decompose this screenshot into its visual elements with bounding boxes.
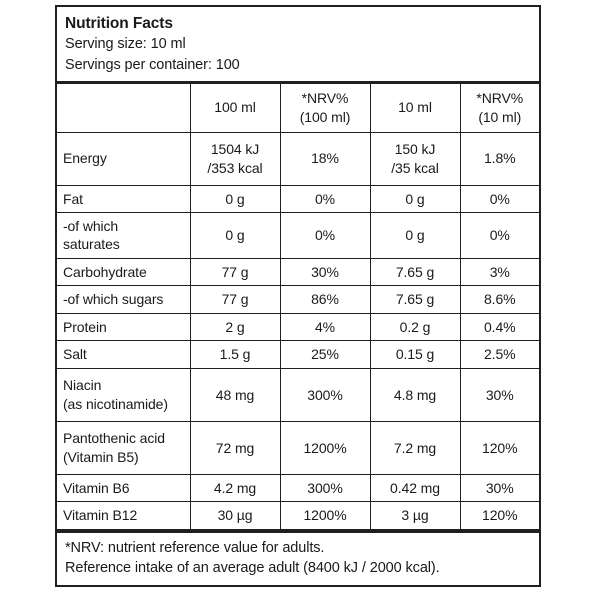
cell-energy-per-10ml [370, 132, 460, 185]
cell-saturates-per-100ml: 0 g [190, 213, 280, 259]
column-header-nrv-100ml-line2: (100 ml) [299, 108, 351, 125]
cell-protein-nrv-100ml: 4% [280, 313, 370, 340]
column-header-nutrient [57, 84, 190, 133]
cell-carbohydrate-nrv-10ml: 3% [460, 258, 539, 285]
cell-salt-per-10ml: 0.15 g [370, 341, 460, 368]
cell-energy-nrv-100ml: 18% [280, 132, 370, 185]
cell-sugars-per-10ml: 7.65 g [370, 286, 460, 313]
column-header-nrv-10ml [460, 84, 539, 133]
cell-carbohydrate-per-100ml: 77 g [190, 258, 280, 285]
cell-vitamin-b6-nrv-100ml: 300% [280, 474, 370, 501]
column-header-nrv-100ml [280, 84, 370, 133]
table-row [57, 341, 539, 368]
cell-fat-per-100ml: 0 g [190, 185, 280, 212]
cell-pantothenic-acid-nrv-100ml: 1200% [280, 421, 370, 474]
cell-vitamin-b12-per-10ml: 3 µg [370, 502, 460, 529]
cell-vitamin-b12-nrv-100ml: 1200% [280, 502, 370, 529]
row-label-niacin [57, 368, 190, 421]
cell-protein-per-100ml: 2 g [190, 313, 280, 340]
row-label-vitamin-b12: Vitamin B12 [57, 502, 190, 529]
cell-energy-per-100ml [190, 132, 280, 185]
row-label-saturates-line1: -of which [63, 218, 119, 234]
row-label-energy: Energy [57, 132, 190, 185]
table-header-row [57, 84, 539, 133]
column-header-per-100ml-line1: 100 ml [214, 99, 256, 116]
table-row [57, 213, 539, 259]
cell-fat-nrv-10ml: 0% [460, 185, 539, 212]
table-row [57, 421, 539, 474]
cell-pantothenic-acid-per-10ml: 7.2 mg [370, 421, 460, 474]
column-header-nrv-10ml-line2: (10 ml) [478, 108, 522, 125]
cell-protein-nrv-10ml: 0.4% [460, 313, 539, 340]
row-label-carbohydrate: Carbohydrate [57, 258, 190, 285]
cell-energy-nrv-10ml: 1.8% [460, 132, 539, 185]
cell-fat-per-10ml: 0 g [370, 185, 460, 212]
cell-energy-per-10ml-kj: 150 kJ [394, 141, 436, 158]
table-row [57, 185, 539, 212]
row-label-vitamin-b6: Vitamin B6 [57, 474, 190, 501]
page-title: Nutrition Facts [65, 15, 173, 32]
label-header-block [57, 7, 539, 84]
table-row [57, 258, 539, 285]
cell-salt-nrv-10ml: 2.5% [460, 341, 539, 368]
row-label-pantothenic-acid-line1: Pantothenic acid [63, 430, 165, 447]
cell-salt-nrv-100ml: 25% [280, 341, 370, 368]
table-row [57, 132, 539, 185]
cell-vitamin-b6-per-100ml: 4.2 mg [190, 474, 280, 501]
label-footnotes-block [57, 530, 539, 585]
cell-vitamin-b12-nrv-10ml: 120% [460, 502, 539, 529]
cell-carbohydrate-per-10ml: 7.65 g [370, 258, 460, 285]
cell-sugars-nrv-100ml: 86% [280, 286, 370, 313]
cell-vitamin-b6-per-10ml: 0.42 mg [370, 474, 460, 501]
cell-niacin-nrv-10ml: 30% [460, 368, 539, 421]
cell-energy-per-10ml-kcal: /35 kcal [391, 159, 439, 176]
cell-protein-per-10ml: 0.2 g [370, 313, 460, 340]
cell-niacin-nrv-100ml: 300% [280, 368, 370, 421]
column-header-per-10ml-line1: 10 ml [398, 99, 432, 116]
serving-size-text: Serving size: 10 ml [65, 36, 186, 53]
row-label-fat: Fat [57, 185, 190, 212]
cell-energy-per-100ml-kcal: /353 kcal [207, 159, 263, 176]
cell-salt-per-100ml: 1.5 g [190, 341, 280, 368]
nutrition-table [57, 84, 539, 530]
cell-fat-nrv-100ml: 0% [280, 185, 370, 212]
row-label-niacin-line2: (as nicotinamide) [63, 395, 168, 412]
table-row [57, 313, 539, 340]
cell-pantothenic-acid-per-100ml: 72 mg [190, 421, 280, 474]
row-label-saturates-line2: saturates [63, 236, 120, 253]
table-row [57, 474, 539, 501]
column-header-per-10ml [370, 84, 460, 133]
servings-per-container-text: Servings per container: 100 [65, 56, 240, 73]
nutrition-facts-label [55, 5, 541, 587]
cell-energy-per-100ml-kj: 1504 kJ [210, 141, 260, 158]
table-row [57, 502, 539, 529]
cell-niacin-per-100ml: 48 mg [190, 368, 280, 421]
row-label-pantothenic-acid [57, 421, 190, 474]
cell-sugars-per-100ml: 77 g [190, 286, 280, 313]
row-label-saturates [57, 213, 190, 259]
column-header-nrv-10ml-line1: *NRV% [476, 90, 524, 107]
cell-pantothenic-acid-nrv-10ml: 120% [460, 421, 539, 474]
row-label-protein: Protein [57, 313, 190, 340]
cell-saturates-per-10ml: 0 g [370, 213, 460, 259]
cell-sugars-nrv-10ml: 8.6% [460, 286, 539, 313]
footnote-reference-intake: Reference intake of an average adult (8400 kJ / 2000 kcal). [65, 560, 440, 577]
row-label-niacin-line1: Niacin [63, 377, 102, 394]
footnote-nrv-definition: *NRV: nutrient reference value for adults. [65, 539, 325, 556]
column-header-nrv-100ml-line1: *NRV% [301, 90, 349, 107]
row-label-salt: Salt [57, 341, 190, 368]
table-row [57, 368, 539, 421]
cell-vitamin-b6-nrv-10ml: 30% [460, 474, 539, 501]
row-label-pantothenic-acid-line2: (Vitamin B5) [63, 448, 139, 465]
row-label-sugars: -of which sugars [57, 286, 190, 313]
table-row [57, 286, 539, 313]
cell-niacin-per-10ml: 4.8 mg [370, 368, 460, 421]
cell-saturates-nrv-10ml: 0% [460, 213, 539, 259]
cell-saturates-nrv-100ml: 0% [280, 213, 370, 259]
cell-carbohydrate-nrv-100ml: 30% [280, 258, 370, 285]
column-header-per-100ml [190, 84, 280, 133]
cell-vitamin-b12-per-100ml: 30 µg [190, 502, 280, 529]
